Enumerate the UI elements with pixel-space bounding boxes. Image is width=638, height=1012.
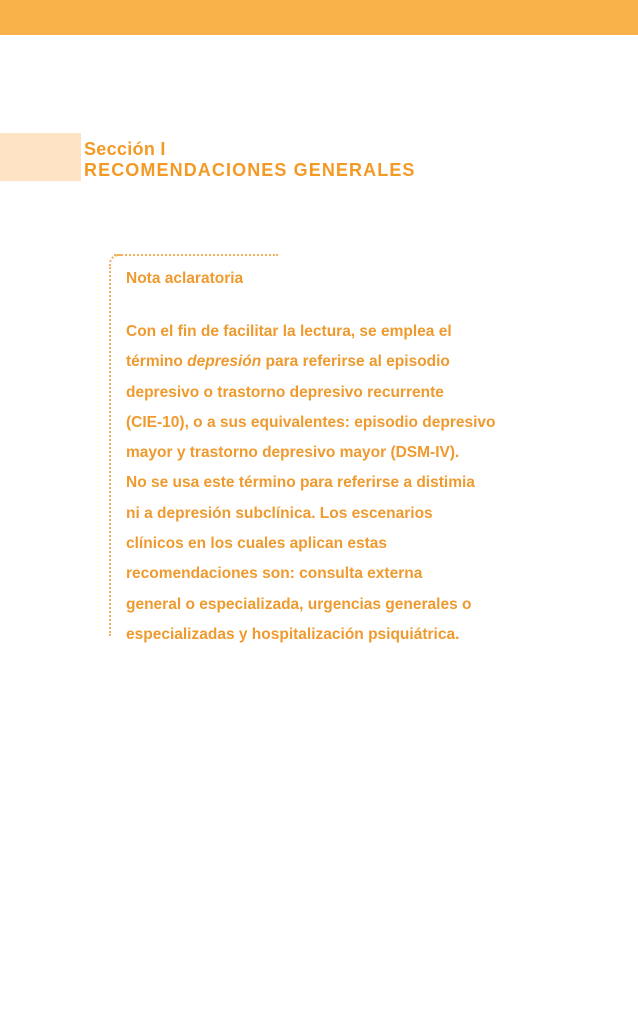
clarifying-note [126, 265, 626, 650]
note-title: Nota aclaratoria [126, 270, 244, 287]
section-side-tab [0, 133, 81, 181]
section-heading [84, 139, 416, 181]
note-line [126, 347, 626, 377]
note-line: recomendaciones son: consulta externa [126, 565, 423, 583]
top-color-band [0, 0, 638, 35]
note-line: mayor y trastorno depresivo mayor (DSM-IV). [126, 444, 460, 462]
note-line-prefix: término [126, 353, 183, 371]
note-line: general o especializada, urgencias generales o [126, 595, 472, 613]
note-line: clínicos en los cuales aplican estas [126, 535, 388, 553]
note-line: ni a depresión subclínica. Los escenarios [126, 504, 433, 522]
note-line: depresivo o trastorno depresivo recurrente [126, 383, 444, 401]
note-line: No se usa este término para referirse a distimia [126, 474, 475, 492]
note-line: especializadas y hospitalización psiquiátrica. [126, 625, 460, 643]
section-title: RECOMENDACIONES GENERALES [84, 160, 416, 180]
section-label: Sección I [84, 139, 166, 159]
note-line-rest: para referirse al episodio [265, 353, 450, 371]
note-border-left [109, 264, 111, 636]
note-line: Con el fin de facilitar la lectura, se emplea el [126, 323, 452, 340]
note-line: (CIE-10), o a sus equivalentes: episodio depresivo [126, 413, 496, 431]
note-body [126, 317, 626, 650]
note-border-top [114, 254, 278, 256]
emphasized-term: depresión [187, 353, 262, 371]
